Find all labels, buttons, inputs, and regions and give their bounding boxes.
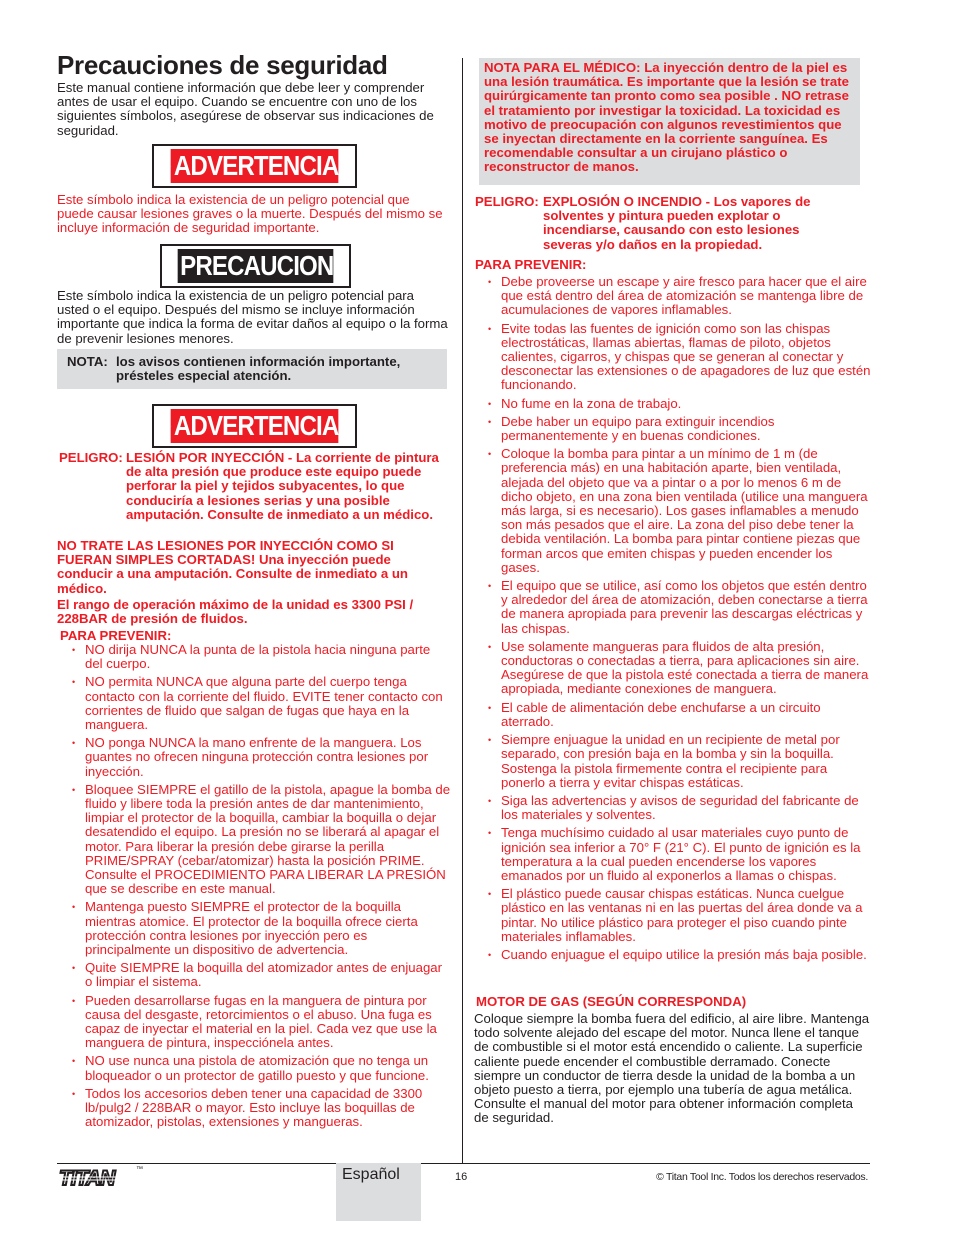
injection-prevent-heading: PARA PREVENIR: <box>60 628 172 643</box>
injection-bullet-item <box>57 961 451 989</box>
injection-bullet-item-text: Pueden desarrollarse fugas en la manguera de pintura por causa del desgaste, retorcimientos o el abuso. Una fuga es capaz de inyectar el material en la piel. Cada vez que use la manguera de pintura, inspecciónela antes. <box>85 992 437 1051</box>
injection-bullet-item <box>57 900 451 957</box>
explosion-bullet-item <box>473 322 871 393</box>
explosion-bullet-item-text: El plástico puede causar chispas estáticas. Nunca cuelgue plástico en las ventanas ni en las puertas del área donde va a pintar. No utilice plástico para proteger el piso cuando pinte materiales inflamables. <box>501 886 863 944</box>
explosion-bullet-item <box>473 640 871 697</box>
caution-description: Este símbolo indica la existencia de un peligro potencial para usted o el equipo. Después del mismo se incluye información importante que indica la forma de evitar daños al equipo o la forma de prevenir lesiones menores. <box>57 288 448 346</box>
bullet-icon: • <box>488 795 492 806</box>
injection-bullet-item-text: NO permita NUNCA que alguna parte del cuerpo tenga contacto con la corriente del fluido. EVITE tener contacto con corrientes de fluido que salgan de fugas que haya en la manguera. <box>85 674 443 733</box>
column-divider <box>462 58 463 1163</box>
injection-bullet-item <box>57 783 451 897</box>
explosion-bullet-item-text: Debe haber un equipo para extinguir incendios permanentemente y en buenas condiciones. <box>501 413 775 444</box>
injection-bullet-item-text: Bloquee SIEMPRE el gatillo de la pistola, apague la bomba de fluido y libere toda la presión antes de dar mantenimiento, limpiar el protector de la boquilla, cambiar la boquilla o dejar desatendido el equipo. La presión no se liberará al apagar el motor. Para liberar la presión debe girarse la perilla PRIME/SPRAY (cebar/atomizar) hasta la posición PRIME. Consulte el PROCEDIMIENTO PARA LIBERAR LA PRESIÓN que se describe en este manual. <box>85 781 451 897</box>
warning-label: ADVERTENCIA <box>173 150 339 181</box>
explosion-bullet-item-text: Debe proveerse un escape y aire fresco para hacer que el aire que está dentro del área de atomización se mantenga libre de acumulaciones de vapores inflamables. <box>501 274 867 318</box>
bullet-icon: • <box>72 1088 76 1099</box>
footer-rule <box>57 1163 870 1164</box>
injection-bullet-item-text: Todos los accesorios deben tener una capacidad de 3300 lb/pulg2 / 228BAR o mayor. Esto incluye las boquillas de atomizador, pistolas, extensiones y mangueras. <box>85 1085 423 1130</box>
explosion-bullet-item-text: No fume en la zona de trabajo. <box>501 395 682 411</box>
bullet-icon: • <box>488 323 492 334</box>
explosion-bullet-item-text: Siempre enjuague la unidad en un recipiente de metal por separado, con presión baja en la bomba y sin la boquilla. Sostenga la pistola firmemente contra el recipiente para ponerlo a tierra y evitar chispas estáticas. <box>501 732 840 790</box>
note-text: los avisos contienen información importante, présteles especial atención. <box>116 354 401 384</box>
bullet-icon: • <box>488 277 492 287</box>
injection-warning-2: El rango de operación máximo de la unidad es 3300 PSI / 228BAR de presión de fluidos. <box>57 597 414 627</box>
injection-prevent-list <box>57 643 451 1134</box>
explosion-bullet-item <box>473 826 871 883</box>
explosion-bullet-item-text: Cuando enjuague el equipo utilice la presión más baja posible. <box>501 946 867 962</box>
bullet-icon: • <box>72 645 76 655</box>
warning-triangle-icon <box>171 416 172 436</box>
bullet-icon: • <box>488 949 492 960</box>
caution-banner <box>160 244 351 288</box>
page-number: 16 <box>455 1171 468 1183</box>
bullet-icon: • <box>72 1056 76 1067</box>
explosion-bullet-item-text: El equipo que se utilice, así como los objetos que estén dentro y alrededor del área de atomización, deben conectarse a tierra de manera apropiada para prevenir las descargas eléctricas y las chispas. <box>501 578 868 636</box>
injection-bullet-item <box>57 675 451 732</box>
bullet-icon: • <box>488 449 492 460</box>
explosion-prevent-list <box>473 275 871 966</box>
doctor-note: NOTA PARA EL MÉDICO: La inyección dentro de la piel es una lesión traumática. Es importante que la lesión se trate quirúrgicamente tan pronto como sea posible . NO retrase el tratamiento por investigar la toxicidad. La toxicidad es motivo de preocupación con algunos revestimientos que se inyectan directamente en la corriente sanguínea. Es recomendable consultar a un cirujano plástico o reconstructor de manos. <box>484 60 849 175</box>
bullet-icon: • <box>488 416 492 427</box>
trademark-symbol: ™ <box>136 1166 143 1173</box>
bullet-icon: • <box>72 738 76 749</box>
explosion-bullet-item-text: Siga las advertencias y avisos de seguridad del fabricante de los materiales y solventes. <box>501 792 859 823</box>
bullet-icon: • <box>488 641 492 652</box>
bullet-icon: • <box>72 902 76 913</box>
bullet-icon: • <box>72 995 76 1006</box>
injection-bullet-item-text: NO use nunca una pistola de atomización que no tenga un bloqueador o un protector de gatillo puesto y que funcione. <box>85 1053 429 1083</box>
explosion-bullet-item <box>473 447 871 575</box>
titan-logo <box>57 1167 143 1194</box>
note-label: NOTA: <box>67 354 108 369</box>
explosion-bullet-item <box>473 579 871 636</box>
injection-bullet-item-text: Mantenga puesto SIEMPRE el protector de la boquilla mientras atomice. El protector de la boquilla ofrece cierta protección contra lesiones por inyección pero es principalmente un dispositivo de advertencia. <box>85 899 418 958</box>
explosion-bullet-item-text: Use solamente mangueras para fluidos de alta presión, conductoras o conectadas a tierra, para aplicaciones sin aire. Asegúrese de que la pistola esté conectada a tierra de manera apropiada, mediante conexiones de manguera. <box>501 638 869 697</box>
warning-banner-2 <box>152 404 357 448</box>
injection-warning-1: NO TRATE LAS LESIONES POR INYECCIÓN COMO SI FUERAN SIMPLES CORTADAS! Una inyección puede conducir a una amputación. Consulte de inmediato a un médico. <box>57 538 408 596</box>
bullet-icon: • <box>488 889 492 900</box>
injection-bullet-item-text: Quite SIEMPRE la boquilla del atomizador antes de enjuagar o limpiar el sistema. <box>85 960 443 990</box>
page-title: Precauciones de seguridad <box>57 50 388 80</box>
warning-banner-1 <box>152 144 357 188</box>
injection-bullet-item-text: NO dirija NUNCA la punta de la pistola hacia ninguna parte del cuerpo. <box>85 642 431 672</box>
explosion-prevent-heading: PARA PREVENIR: <box>475 257 587 272</box>
explosion-bullet-item <box>473 701 871 729</box>
injection-danger-text: LESIÓN POR INYECCIÓN - La corriente de pintura de alta presión que produce este equipo puede perforar la piel y tejidos subyacentes, lo que conduciría a lesiones serias y una posible amputación. Consulte de inmediato a un médico. <box>126 450 439 522</box>
copyright: © Titan Tool Inc. Todos los derechos reservados. <box>656 1171 868 1183</box>
injection-danger-label: PELIGRO: <box>59 450 123 465</box>
explosion-danger-label: PELIGRO: <box>475 194 539 209</box>
intro-paragraph: Este manual contiene información que debe leer y comprender antes de usar el equipo. Cuando se encuentre con uno de los siguientes símbolos, asegúrese de observar sus indicaciones de seguridad. <box>57 80 434 138</box>
bullet-icon: • <box>488 581 492 592</box>
bullet-icon: • <box>72 677 76 688</box>
explosion-bullet-item <box>473 733 871 790</box>
bullet-icon: • <box>488 828 492 839</box>
bullet-icon: • <box>488 702 492 713</box>
titan-logo-text: TITAN <box>59 1167 115 1189</box>
explosion-bullet-item-text: Evite todas las fuentes de ignición como son las chispas electrostáticas, llamas abiertas, flamas de piloto, objetos calientes, cigarros, y chispas que se generan al conectar y desconectar las extensiones o de apagadores de luz que estén funcionando. <box>501 320 871 393</box>
gas-motor-heading: MOTOR DE GAS (SEGÚN CORRESPONDA) <box>476 994 747 1009</box>
explosion-bullet-item <box>473 397 871 411</box>
injection-bullet-item <box>57 1054 451 1082</box>
warning-description: Este símbolo indica la existencia de un peligro potencial que puede causar lesiones graves o la muerte. Después del mismo se incluye información de seguridad importante. <box>57 192 443 236</box>
explosion-bullet-item <box>473 275 871 318</box>
explosion-bullet-item <box>473 415 871 443</box>
bullet-icon: • <box>488 398 492 409</box>
warning-label: ADVERTENCIA <box>173 410 339 441</box>
gas-motor-text: Coloque siempre la bomba fuera del edificio, al aire libre. Mantenga todo solvente alejado del escape del motor. Nunca llene el tanque de combustible si el motor está encendido o caliente. La superficie caliente puede encender el combustible derramado. Conecte siempre un conductor de tierra desde la unidad de la bomba a un objeto puesto a tierra, por ejemplo una tubería de agua metálica. Consulte el manual del motor para obtener información completa de seguridad. <box>474 1011 870 1126</box>
bullet-icon: • <box>488 735 492 746</box>
explosion-bullet-item-text: Tenga muchísimo cuidado al usar materiales cuyo punto de ignición sea inferior a 70° F (21° C). El punto de ignición es la temperatura a la cual pueden encenderse los vapores emanados por un fluido al exponerlos a llamas o chispas. <box>501 825 861 883</box>
injection-bullet-item <box>57 1087 451 1130</box>
explosion-bullet-item-text: El cable de alimentación debe enchufarse a un circuito aterrado. <box>501 699 821 729</box>
warning-triangle-icon <box>171 156 172 176</box>
explosion-bullet-item-text: Coloque la bomba para pintar a un mínimo de 1 m (de preferencia más) en una habitación aparte, bien ventilada, alejada del objeto que va a pintar o a por lo menos 6 m de dicho objeto, en una zona bien ventilada (utilice una manguera más larga, si es necesario). Los gases inflamables a menudo son más pesados que el aire. La zona del piso debe tener la debida ventilación. La bomba para pintar contiene piezas que forman arcos que emiten chispas y pueden encender los gases. <box>501 446 868 575</box>
injection-bullet-item <box>57 643 451 671</box>
bullet-icon: • <box>72 784 76 795</box>
explosion-bullet-item <box>473 794 871 822</box>
explosion-danger-text: EXPLOSIÓN O INCENDIO - Los vapores de solventes y pintura pueden explotar o incendiarse, causando con esto lesiones severas y/o daños en la propiedad. <box>543 194 811 252</box>
explosion-bullet-item <box>473 948 871 962</box>
bullet-icon: • <box>72 963 76 974</box>
injection-bullet-item <box>57 994 451 1051</box>
caution-label: PRECAUCION <box>180 250 334 281</box>
titan-logo-icon <box>57 1167 143 1189</box>
injection-bullet-item-text: NO ponga NUNCA la mano enfrente de la manguera. Los guantes no ofrecen ninguna protección contra lesiones por inyección. <box>85 735 429 779</box>
explosion-bullet-item <box>473 887 871 944</box>
language-label: Español <box>342 1166 400 1183</box>
injection-bullet-item <box>57 736 451 779</box>
